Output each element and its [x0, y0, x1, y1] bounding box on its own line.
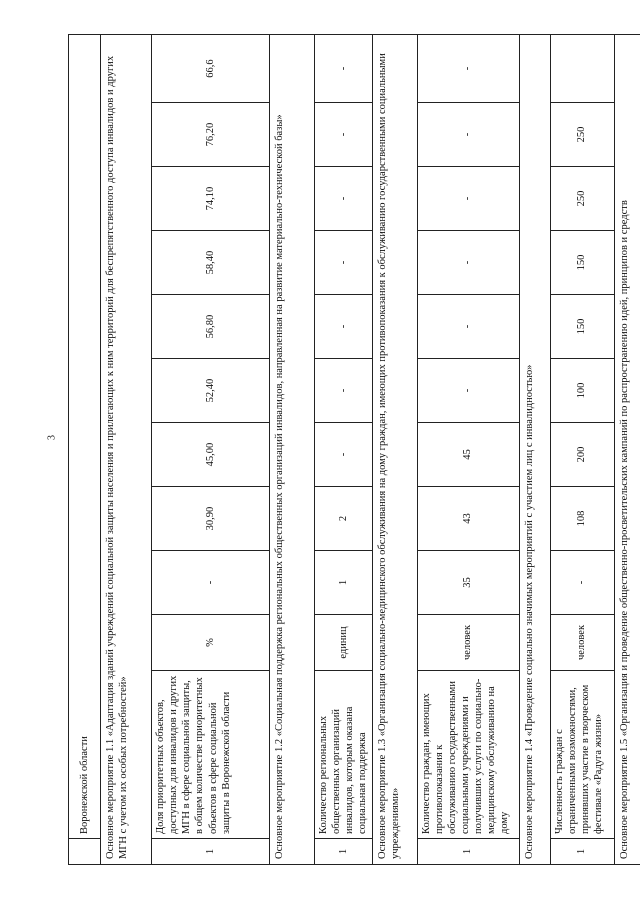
value-cell: - — [315, 295, 373, 359]
value-cell: - — [417, 103, 519, 167]
section-title: Основное мероприятие 1.5 «Организация и проведение общественно-просветительских кампаний по распространению идей, принципов и средств — [614, 34, 640, 864]
value-cell: 200 — [550, 423, 614, 487]
indicator-unit: человек — [550, 615, 614, 671]
table-row — [152, 34, 270, 864]
section-header-1-1 — [101, 34, 152, 864]
indicators-table — [68, 34, 640, 865]
value-cell: - — [315, 103, 373, 167]
value-cell: 45 — [417, 423, 519, 487]
value-cell: 76,20 — [152, 103, 270, 167]
value-cell: 108 — [550, 487, 614, 551]
value-cell: - — [417, 34, 519, 102]
value-cell: - — [550, 551, 614, 615]
value-cell: - — [417, 231, 519, 295]
value-cell: 150 — [550, 231, 614, 295]
section-title: Основное мероприятие 1.2 «Социальная поддержка региональных общественных организаций инвалидов, направленная на развитие материально-технической базы» — [270, 34, 315, 864]
rotated-table-frame — [68, 35, 630, 865]
value-cell: - — [315, 34, 373, 102]
indicator-unit: единиц — [315, 615, 373, 671]
value-cell: 35 — [417, 551, 519, 615]
region-label: Воронежской области — [69, 34, 101, 838]
indicator-name: Количество региональных общественных организаций инвалидов, которым оказана социальная поддержка — [315, 671, 373, 839]
indicator-name: Количество граждан, имеющих противопоказания к обслуживанию государственными социальными учреждениями и получивших услуги по социально-медицинскому обслуживанию на дому — [417, 671, 519, 839]
section-header-1-3 — [372, 34, 417, 864]
value-cell: 1 — [315, 551, 373, 615]
section-title: Основное мероприятие 1.4 «Проведение социально значимых мероприятий с участием лиц с инвалидностью» — [519, 34, 550, 864]
row-number: 1 — [152, 839, 270, 865]
indicator-name: Доля приоритетных объектов, доступных для инвалидов и других МГН в сфере социальной защиты, в общем количестве приоритетных объектов в сфере социальной защиты в Воронежской области — [152, 671, 270, 839]
section-header-1-5 — [614, 34, 640, 864]
value-cell: - — [315, 167, 373, 231]
value-cell: 74,10 — [152, 167, 270, 231]
value-cell: 52,40 — [152, 359, 270, 423]
row-number: 1 — [315, 839, 373, 865]
section-header-1-2 — [270, 34, 315, 864]
value-cell: - — [152, 551, 270, 615]
row-number: 1 — [417, 839, 519, 865]
section-header-1-4 — [519, 34, 550, 864]
table-row — [315, 34, 373, 864]
table-row — [550, 34, 614, 864]
value-cell: 66,6 — [152, 34, 270, 102]
value-cell: 2 — [315, 487, 373, 551]
value-cell: - — [417, 295, 519, 359]
row-number: 1 — [550, 839, 614, 865]
indicator-unit: человек — [417, 615, 519, 671]
value-cell: - — [315, 423, 373, 487]
page-number: 3 — [46, 435, 58, 440]
value-cell: - — [315, 231, 373, 295]
value-cell — [550, 34, 614, 102]
value-cell: 45,00 — [152, 423, 270, 487]
value-cell: 43 — [417, 487, 519, 551]
section-title: Основное мероприятие 1.3 «Организация социально-медицинского обслуживания на дому граждан, имеющих противопоказания к обслуживанию государственными социальными учреждениями» — [372, 34, 417, 864]
region-row — [69, 34, 101, 864]
value-cell: 100 — [550, 359, 614, 423]
value-cell: - — [315, 359, 373, 423]
value-cell: 250 — [550, 103, 614, 167]
value-cell: - — [417, 167, 519, 231]
value-cell: 30,90 — [152, 487, 270, 551]
value-cell: 58,40 — [152, 231, 270, 295]
value-cell: 250 — [550, 167, 614, 231]
value-cell: 56,80 — [152, 295, 270, 359]
table-row — [417, 34, 519, 864]
indicator-name: Численность граждан с ограниченными возможностями, принявших участие в творческом фестивале «Радуга жизни» — [550, 671, 614, 839]
indicator-unit: % — [152, 615, 270, 671]
section-title: Основное мероприятие 1.1 «Адаптация зданий учреждений социальной защиты населения и прилегающих к ним территорий для беспрепятственного доступа инвалидов и других МГН с учетом их особых потребностей» — [101, 34, 152, 864]
value-cell: 150 — [550, 295, 614, 359]
value-cell: - — [417, 359, 519, 423]
